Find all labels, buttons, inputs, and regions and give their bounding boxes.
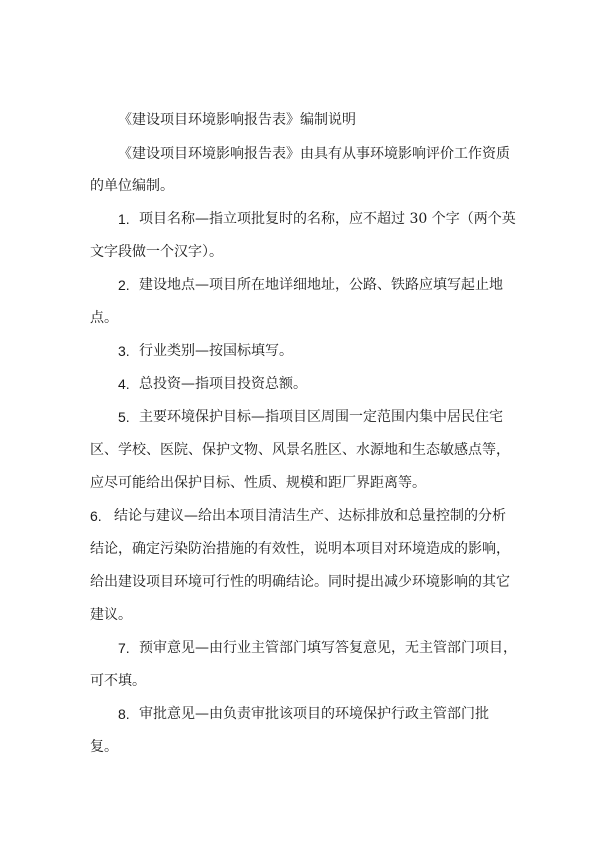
intro-line-2: 的单位编制。 xyxy=(90,178,174,194)
item-text-line: 建设地点—项目所在地详细地址，公路、铁路应填写起止地 xyxy=(139,277,503,293)
item-number: 3. xyxy=(118,343,130,359)
item-text-line: 总投资—指项目投资总额。 xyxy=(139,376,307,392)
item-text-line: 行业类别—按国标填写。 xyxy=(139,343,293,359)
item-number: 8. xyxy=(118,706,130,722)
item-number: 2. xyxy=(118,277,130,293)
item-text-line: 审批意见—由负责审批该项目的环境保护行政主管部门批 xyxy=(139,706,489,722)
item-text-line: 结论，确定污染防治措施的有效性，说明本项目对环境造成的影响， xyxy=(90,541,510,557)
item-number: 7. xyxy=(118,640,130,656)
item-number: 1. xyxy=(118,211,130,227)
item-number: 4. xyxy=(118,376,130,392)
item-text-line: 区、学校、医院、保护文物、风景名胜区、水源地和生态敏感点等， xyxy=(90,442,510,458)
item-text-line: 结论与建议—给出本项目清洁生产、达标排放和总量控制的分析 xyxy=(114,508,506,524)
item-text-line: 建议。 xyxy=(90,607,132,623)
item-text-line: 给出建设项目环境可行性的明确结论。同时提出减少环境影响的其它 xyxy=(90,574,510,590)
item-text-line: 点。 xyxy=(90,310,118,326)
item-text-line: 主要环境保护目标—指项目区周围一定范围内集中居民住宅 xyxy=(139,409,503,425)
item-text-line: 预审意见—由行业主管部门填写答复意见，无主管部门项目， xyxy=(139,640,517,656)
document-title: 《建设项目环境影响报告表》编制说明 xyxy=(118,112,356,128)
item-text-line: 应尽可能给出保护目标、性质、规模和距厂界距离等。 xyxy=(90,475,426,491)
item-text-line: 复。 xyxy=(90,739,118,755)
item-number: 6. xyxy=(90,508,102,524)
item-text-line: 项目名称—指立项批复时的名称，应不超过 30 个字（两个英 xyxy=(139,211,516,227)
item-text-line: 文字段做一个汉字）。 xyxy=(90,244,223,260)
item-number: 5. xyxy=(118,409,130,425)
intro-line-1: 《建设项目环境影响报告表》由具有从事环境影响评价工作资质 xyxy=(118,146,510,162)
item-text-line: 可不填。 xyxy=(90,673,146,689)
